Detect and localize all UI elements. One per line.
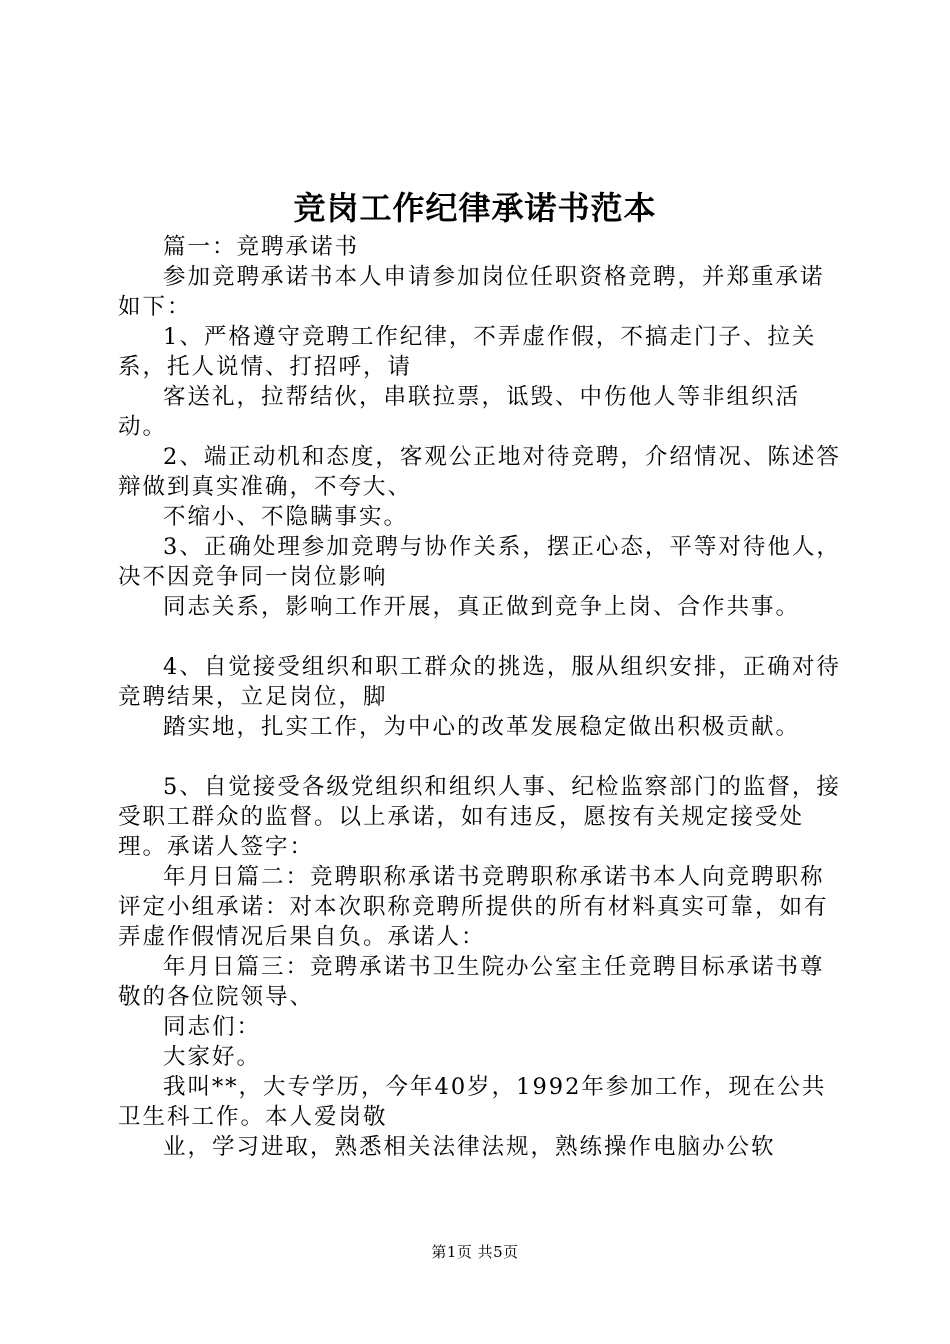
- paragraph: 1、严格遵守竞聘工作纪律，不弄虚作假，不搞走门子、拉关系，托人说情、打招呼，请: [118, 324, 817, 380]
- paragraph: 大家好。: [163, 1044, 262, 1070]
- paragraph: 我叫**，大专学历，今年40岁，1992年参加工作，现在公共卫生科工作。本人爱岗敬: [118, 1074, 827, 1130]
- paragraph: 篇一：竞聘承诺书: [163, 234, 360, 260]
- paragraph: 3、正确处理参加竞聘与协作关系，摆正心态，平等对待他人，决不因竞争同一岗位影响: [118, 534, 841, 590]
- paragraph: 业，学习进取，熟悉相关法律法规，熟练操作电脑办公软: [163, 1134, 776, 1160]
- paragraph: 踏实地，扎实工作，为中心的改革发展稳定做出积极贡献。: [163, 714, 801, 740]
- paragraph: 5、自觉接受各级党组织和组织人事、纪检监察部门的监督，接受职工群众的监督。以上承诺，如有违反，愿按有关规定接受处理。承诺人签字：: [118, 774, 841, 860]
- paragraph: 同志们：: [163, 1014, 262, 1040]
- page-footer: 第1页 共5页: [431, 1243, 519, 1261]
- paragraph: 不缩小、不隐瞒事实。: [163, 504, 409, 530]
- paragraph: 4、自觉接受组织和职工群众的挑选，服从组织安排，正确对待竞聘结果，立足岗位，脚: [118, 654, 841, 710]
- paragraph: 参加竞聘承诺书本人申请参加岗位任职资格竞聘，并郑重承诺如下：: [118, 264, 825, 320]
- paragraph: 年月日篇二：竞聘职称承诺书竞聘职称承诺书本人向竞聘职称评定小组承诺：对本次职称竞聘所提供的所有材料真实可靠，如有弄虚作假情况后果自负。承诺人：: [118, 864, 829, 950]
- paragraph: 年月日篇三：竞聘承诺书卫生院办公室主任竞聘目标承诺书尊敬的各位院领导、: [118, 954, 825, 1010]
- paragraph: 2、端正动机和态度，客观公正地对待竞聘，介绍情况、陈述答辩做到真实准确，不夸大、: [118, 444, 841, 500]
- document-title: 竞岗工作纪律承诺书范本: [293, 189, 657, 227]
- document-body: [118, 232, 848, 1162]
- paragraph: 客送礼，拉帮结伙，串联拉票，诋毁、中伤他人等非组织活动。: [118, 384, 801, 440]
- paragraph: 同志关系，影响工作开展，真正做到竞争上岗、合作共事。: [163, 594, 801, 620]
